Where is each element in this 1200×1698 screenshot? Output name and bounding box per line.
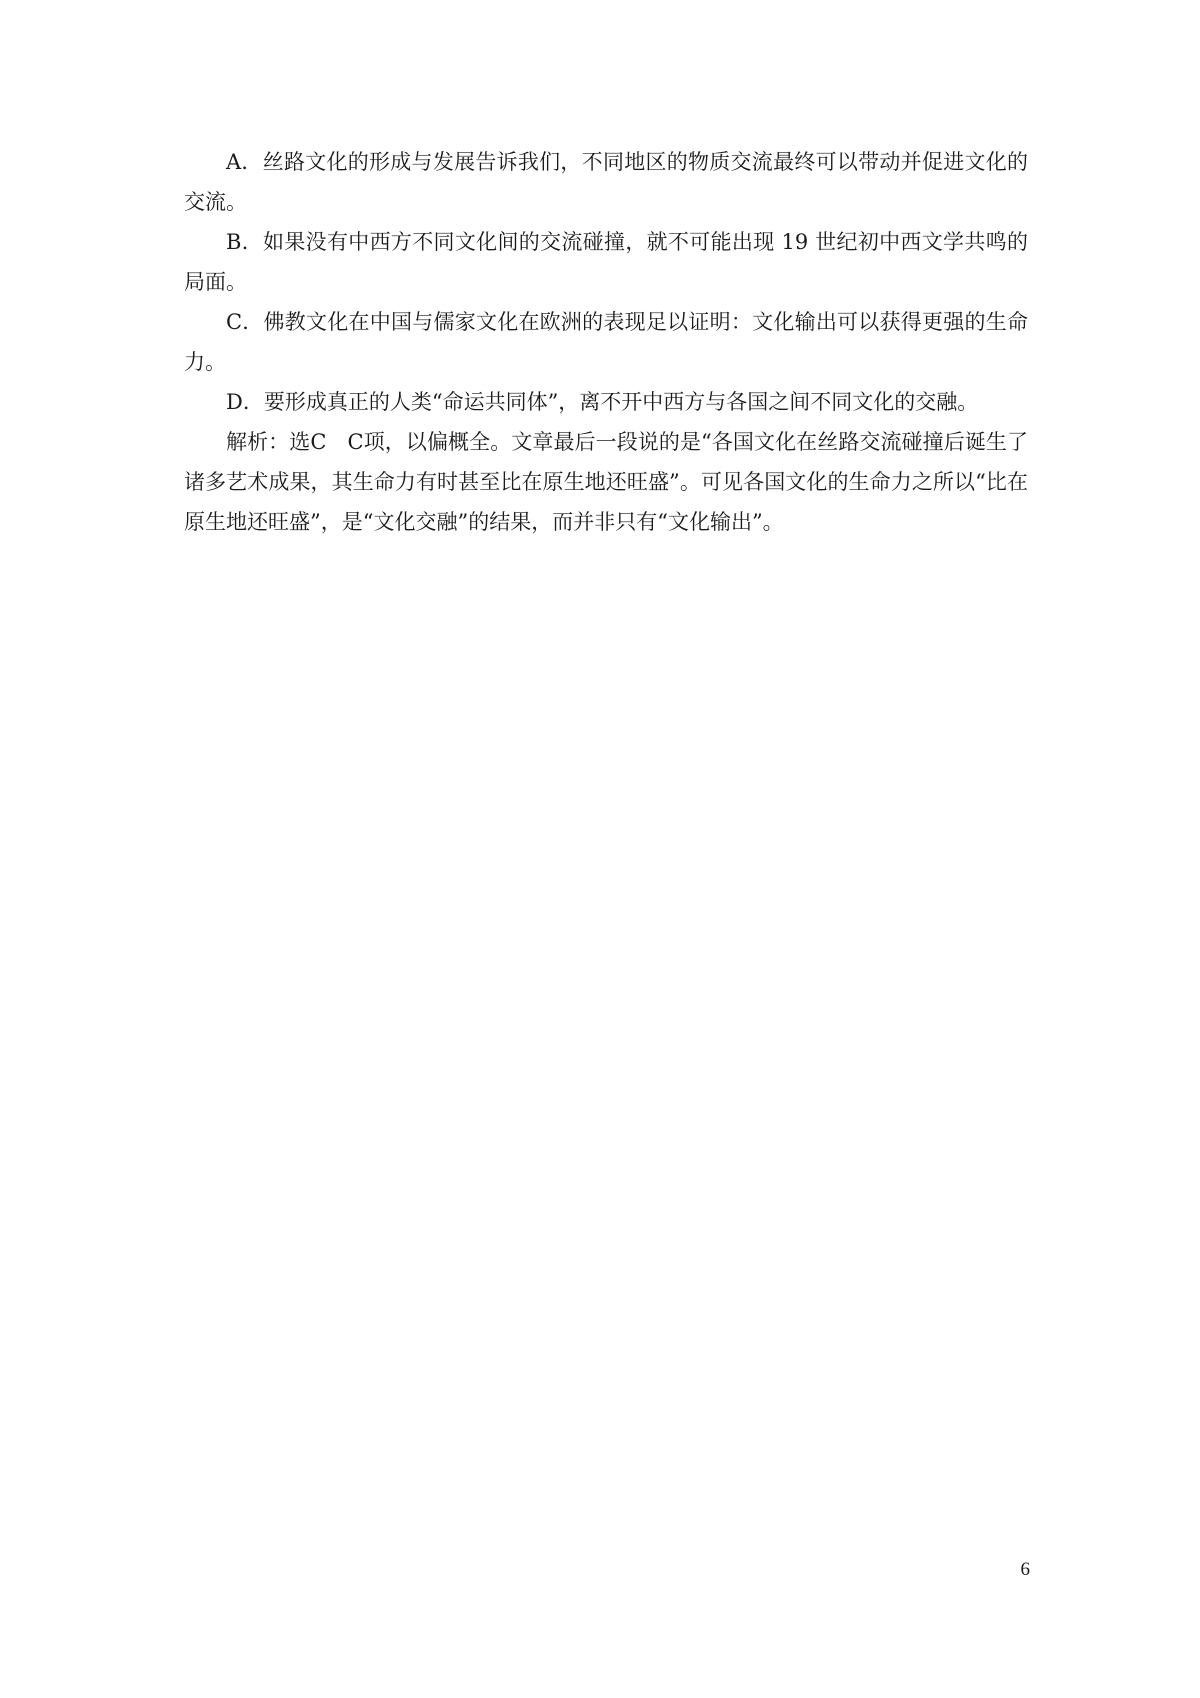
option-d: D．要形成真正的人类“命运共同体”，离不开中西方与各国之间不同文化的交融。	[226, 390, 979, 414]
option-a: A．丝路文化的形成与发展告诉我们，不同地区的物质交流最终可以带动并促进文化的交流。	[184, 150, 1028, 214]
option-c: C．佛教文化在中国与儒家文化在欧洲的表现足以证明：文化输出可以获得更强的生命力。	[184, 310, 1028, 374]
page-number: 6	[1020, 1559, 1030, 1580]
question-content	[184, 142, 1028, 542]
analysis-paragraph: 解析：选C C项，以偏概全。文章最后一段说的是“各国文化在丝路交流碰撞后诞生了诸多艺术成果，其生命力有时甚至比在原生地还旺盛”。可见各国文化的生命力之所以“比在原生地还旺盛”，是“文化交融”的结果，而并非只有“文化输出”。	[184, 430, 1028, 534]
option-b: B．如果没有中西方不同文化间的交流碰撞，就不可能出现 19 世纪初中西文学共鸣的局面。	[184, 230, 1028, 294]
